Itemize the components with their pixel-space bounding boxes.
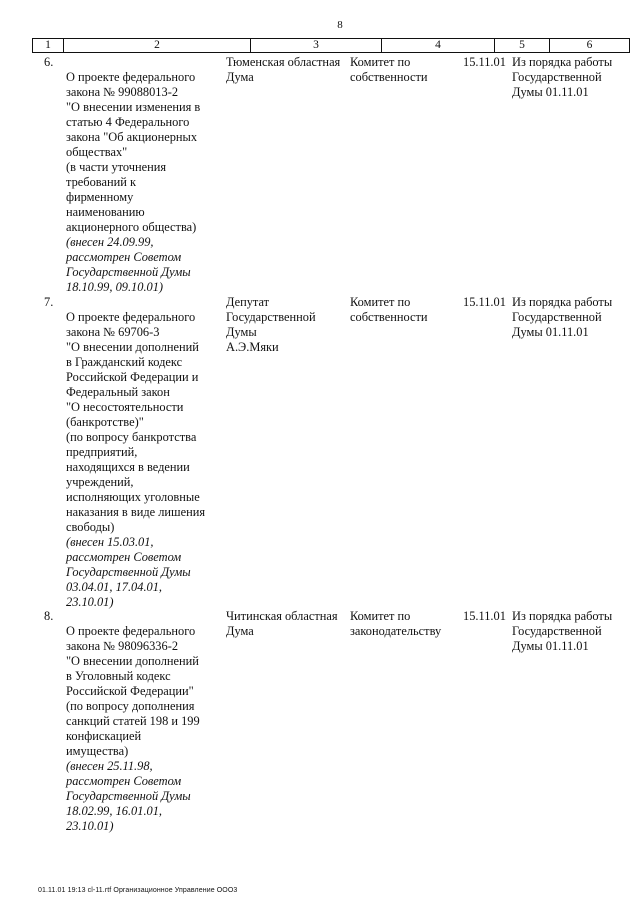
header-col-6: 6 [586,39,593,51]
date: 15.11.01 [463,609,506,623]
row-number: 7. [44,295,54,309]
decision: Из порядка работы Государственной Думы 01.11.01 [512,295,613,339]
submitted-by: Читинская областная Дума [226,609,338,638]
row-number: 8. [44,609,54,623]
bill-note: (внесен 25.11.98, рассмотрен Советом Государственной Думы 18.02.99, 16.01.01, 23.10.01) [66,759,191,833]
bill-description: О проекте федерального закона № 69706-3 "О внесении дополнений в Гражданский кодекс Российской Федерации и Федеральный закон "О несостоятельности (банкротстве)" (по вопросу банкротства предприятий, находящихся в ведении учреждений, исполняющих уголовные наказания в виде лишения свободы) [66,310,206,534]
date: 15.11.01 [463,55,506,69]
bill-note: (внесен 24.09.99, рассмотрен Советом Государственной Думы 18.10.99, 09.10.01) [66,235,191,294]
bill-description: О проекте федерального закона № 99088013-2 "О внесении изменения в статью 4 Федерального закона "Об акционерных обществах" (в части уточнения требований к фирменному наименованию акционерного общества) [66,70,201,234]
committee: Комитет по законодательству [350,609,442,638]
page-number: 8 [337,19,343,31]
bill-title [66,609,226,849]
date: 15.11.01 [463,295,506,309]
footer: 01.11.01 19:13 cl-11.rtf Организационное Управление ООО3 [38,887,238,894]
table-header [32,38,630,53]
header-col-1: 1 [33,39,64,52]
header-col-3: 3 [251,39,382,52]
committee: Комитет по собственности [350,295,428,324]
bill-title [66,295,226,625]
submitted-by: Депутат Государственной Думы А.Э.Мяки [226,295,316,354]
header-col-2: 2 [64,39,251,52]
committee: Комитет по собственности [350,55,428,84]
bill-title [66,55,226,310]
header-col-5: 5 [495,39,550,52]
decision: Из порядка работы Государственной Думы 01.11.01 [512,609,613,653]
bill-note: (внесен 15.03.01, рассмотрен Советом Государственной Думы 03.04.01, 17.04.01, 23.10.01) [66,535,191,609]
header-col-4: 4 [382,39,495,52]
bill-description: О проекте федерального закона № 98096336-2 "О внесении дополнений в Уголовный кодекс Российской Федерации" (по вопросу дополнения санкций статей 198 и 199 конфискацией имущества) [66,624,200,758]
decision: Из порядка работы Государственной Думы 01.11.01 [512,55,613,99]
row-number: 6. [44,55,54,69]
submitted-by: Тюменская областная Дума [226,55,341,84]
